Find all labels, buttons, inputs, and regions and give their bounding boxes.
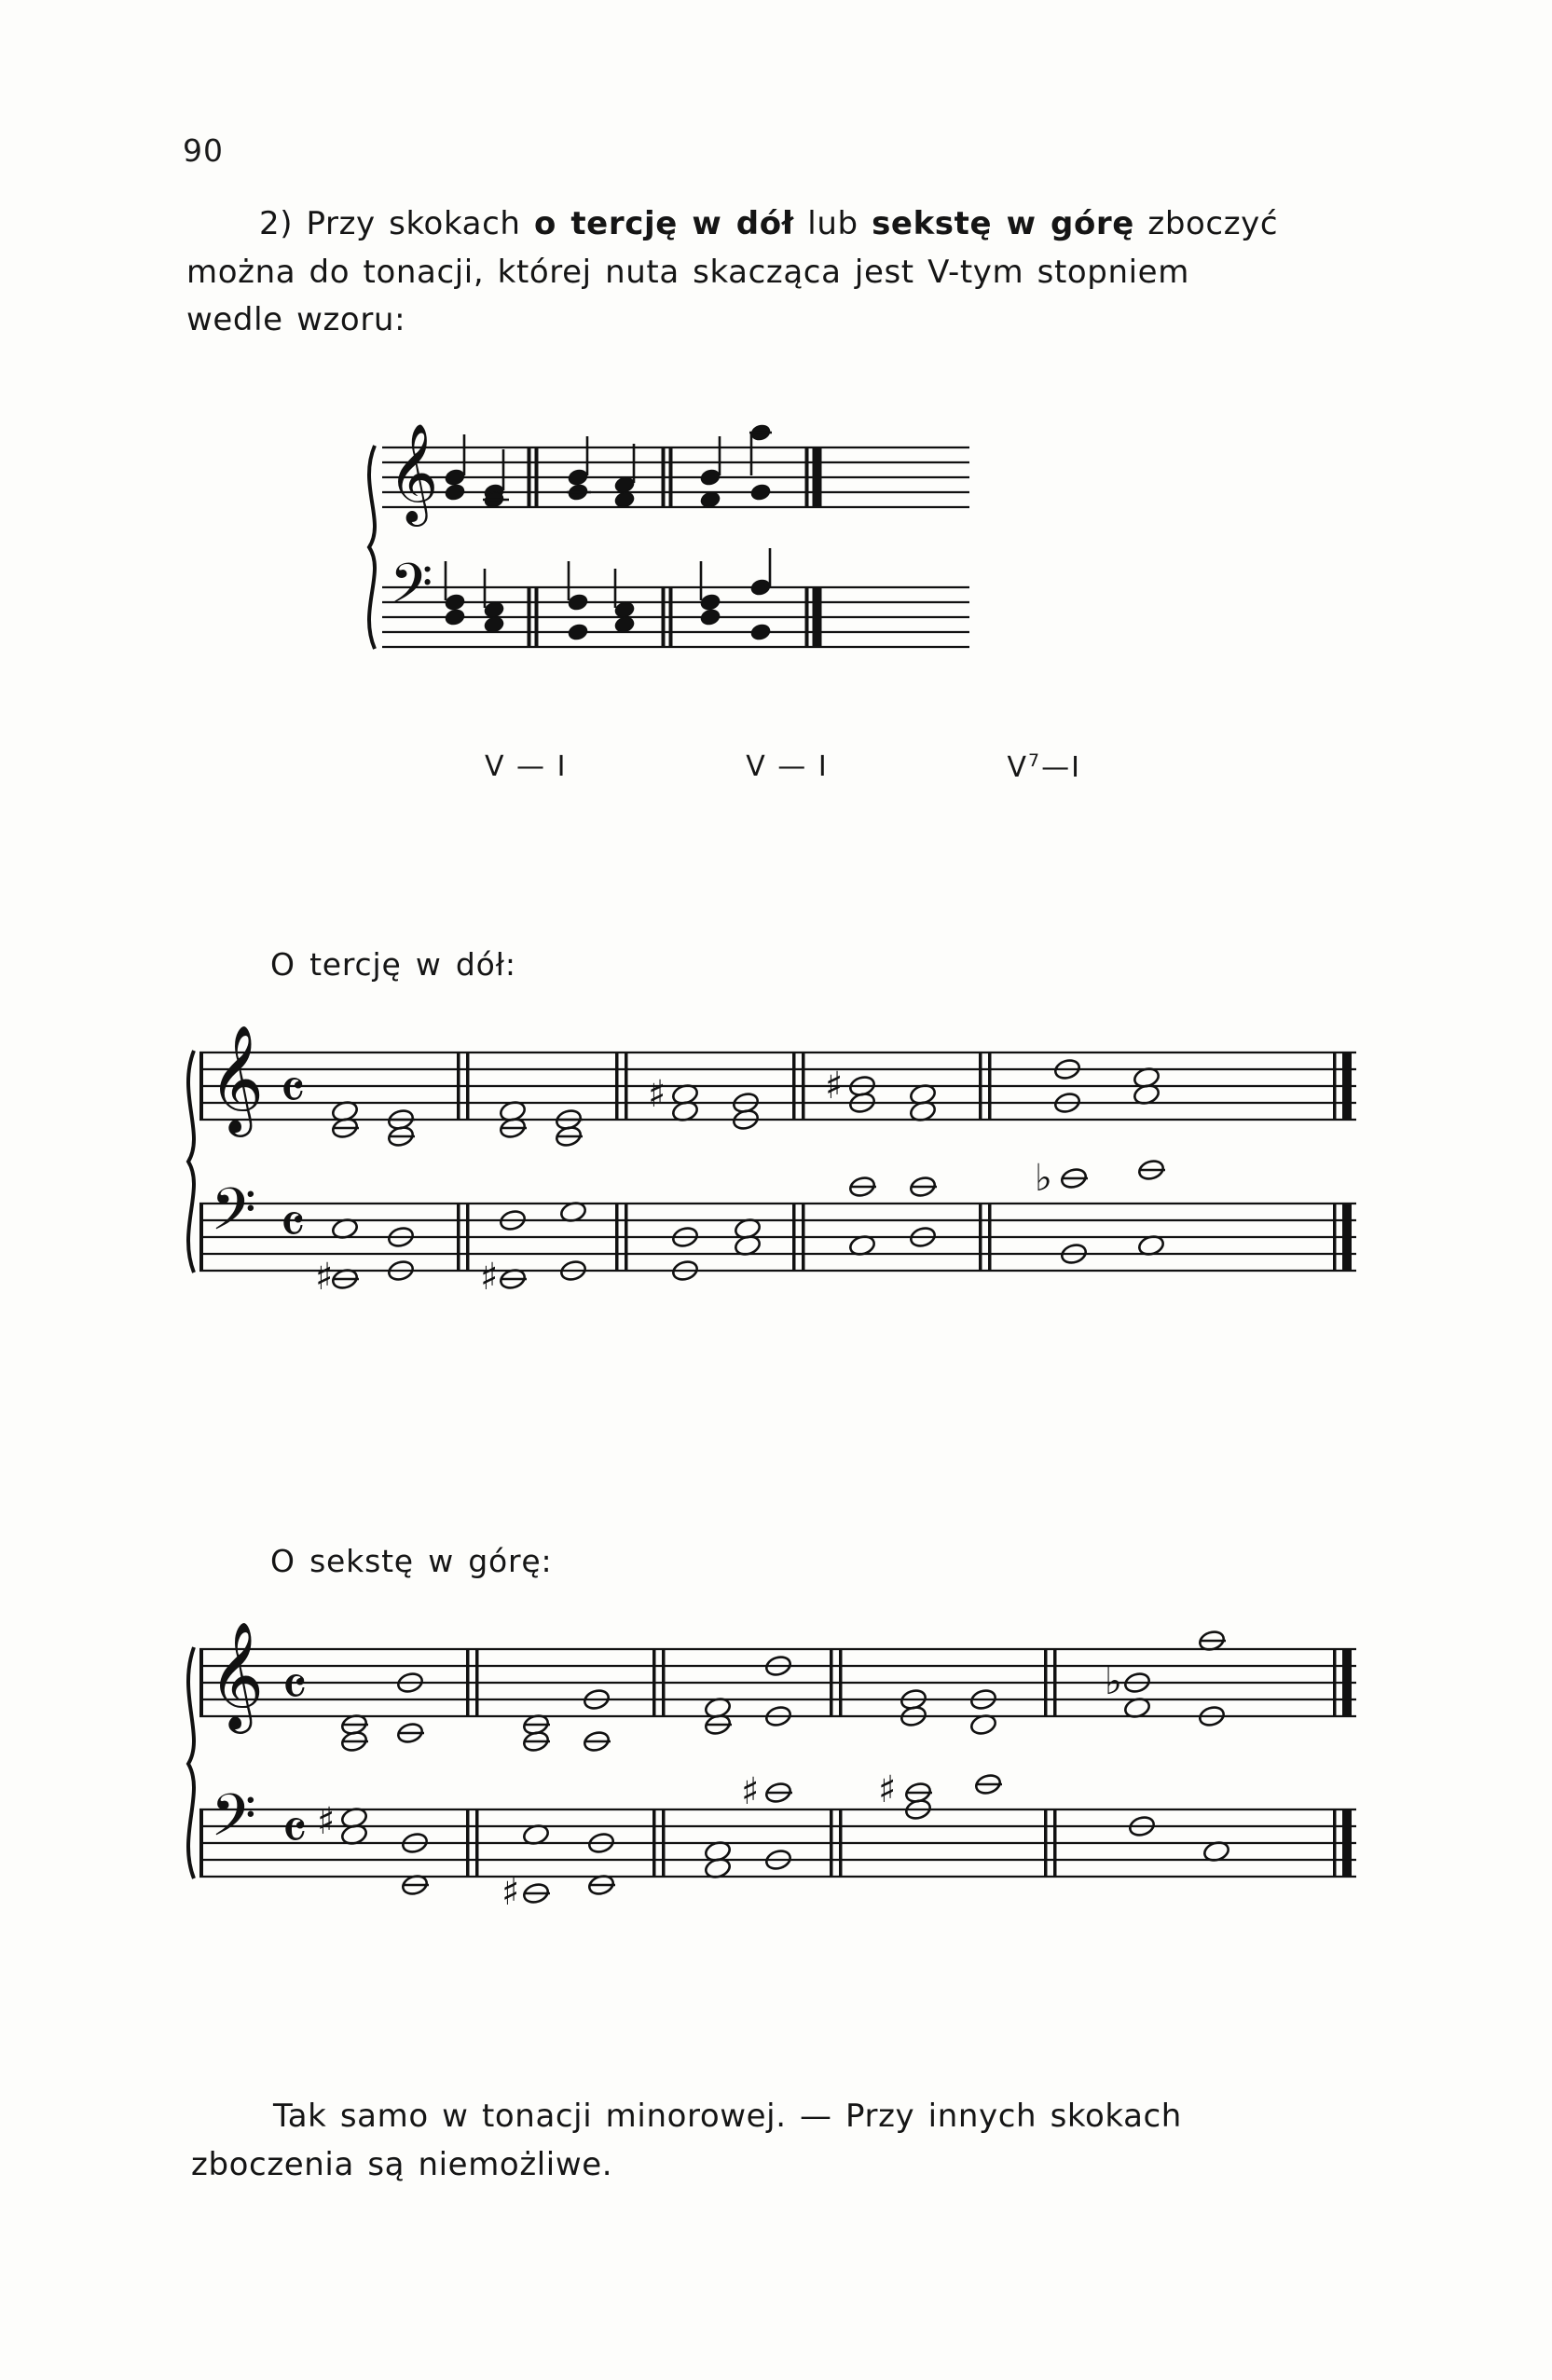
- intro-line-1-bold-sekste: sekstę w górę: [872, 205, 1134, 242]
- bass-clef: 𝄢: [390, 551, 433, 629]
- outro-paragraph: [191, 2093, 1394, 2189]
- analysis-item-3-superscript: 7: [1028, 750, 1042, 771]
- intro-paragraph: [186, 200, 1384, 345]
- bass-clef: 𝄢: [211, 1781, 256, 1864]
- treble-clef: 𝄞: [209, 1620, 265, 1729]
- analysis-item-3-tail: —I: [1041, 751, 1081, 784]
- flat-accidental: ♭: [1105, 1660, 1122, 1703]
- caption-sixth-up: O sekstę w górę:: [270, 1543, 553, 1579]
- sharp-accidental: ♯: [741, 1770, 760, 1813]
- intro-line-1-part-e: zboczyć: [1133, 205, 1279, 242]
- sharp-accidental: ♯: [825, 1065, 844, 1107]
- sharp-accidental: ♯: [315, 1256, 334, 1299]
- analysis-item-2: V — I: [746, 750, 829, 783]
- sharp-accidental: ♯: [648, 1073, 666, 1116]
- analysis-item-1: V — I: [485, 750, 568, 783]
- music-figure-2: [177, 1021, 1380, 1332]
- intro-line-2: można do tonacji, której nuta skacząca jest V-tym stopniem: [186, 253, 1189, 291]
- bass-clef: 𝄢: [211, 1175, 256, 1258]
- music-figure-1: [354, 410, 1007, 731]
- harmonic-analysis-row: [485, 750, 1081, 784]
- intro-line-1: [186, 200, 1384, 249]
- sharp-accidental: ♯: [878, 1768, 897, 1811]
- intro-line-1-part-a: 2) Przy skokach: [259, 205, 534, 242]
- sharp-accidental: ♯: [480, 1256, 499, 1299]
- intro-line-3: wedle wzoru:: [186, 301, 406, 339]
- flat-accidental: ♭: [1035, 1157, 1052, 1200]
- analysis-item-3: [1008, 750, 1081, 784]
- sharp-accidental: ♯: [501, 1871, 520, 1914]
- music-figure-3: [177, 1617, 1380, 1938]
- page-number: 90: [183, 132, 224, 169]
- treble-clef: 𝄞: [388, 422, 439, 522]
- common-time-signature-bass: 𝄴: [282, 1796, 308, 1864]
- common-time-signature-treble: 𝄴: [280, 1056, 306, 1124]
- analysis-item-3-base: V: [1007, 751, 1029, 784]
- outro-line-2: zboczenia są niemożliwe.: [191, 2145, 613, 2183]
- common-time-signature-treble: 𝄴: [282, 1653, 308, 1721]
- treble-clef: 𝄞: [209, 1024, 265, 1133]
- sharp-accidental: ♯: [317, 1800, 336, 1843]
- system-brace: [188, 1051, 194, 1273]
- common-time-signature-bass: 𝄴: [280, 1190, 306, 1259]
- outro-line-1: Tak samo w tonacji minorowej. — Przy innych skokach: [273, 2098, 1182, 2135]
- intro-line-1-bold-terce: o tercję w dół: [533, 205, 794, 242]
- caption-third-down: O tercję w dół:: [270, 946, 516, 983]
- system-brace: [369, 446, 375, 649]
- system-brace: [188, 1647, 194, 1878]
- intro-line-1-part-c: lub: [793, 205, 872, 242]
